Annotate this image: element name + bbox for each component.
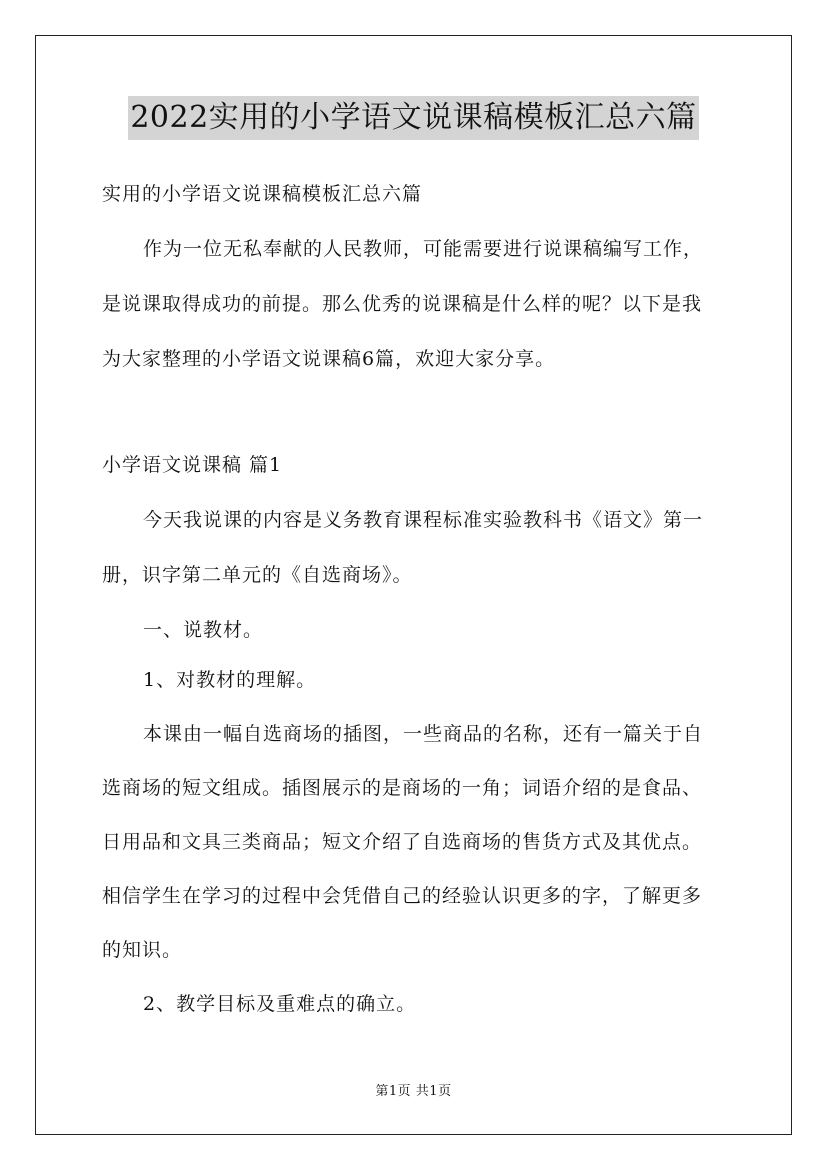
paragraph-line: 今天我说课的内容是义务教育课程标准实验教科书《语文》第一	[143, 509, 704, 531]
subtitle-line: 实用的小学语文说课稿模板汇总六篇	[102, 183, 423, 205]
paragraph-line: 相信学生在学习的过程中会凭借自己的经验认识更多的字，了解更多	[102, 885, 703, 907]
section-heading: 小学语文说课稿 篇1	[102, 454, 283, 476]
paragraph-line: 为大家整理的小学语文说课稿6篇，欢迎大家分享。	[102, 348, 556, 370]
paragraph-line: 的知识。	[102, 939, 183, 961]
title-container	[0, 96, 827, 140]
page-footer: 第1页 共1页	[375, 1084, 452, 1099]
document-title: 2022实用的小学语文说课稿模板汇总六篇	[128, 96, 698, 140]
paragraph-line: 选商场的短文组成。插图展示的是商场的一角；词语介绍的是食品、	[102, 777, 703, 799]
paragraph-line: 日用品和文具三类商品；短文介绍了自选商场的售货方式及其优点。	[102, 831, 703, 853]
paragraph-line: 2、教学目标及重难点的确立。	[143, 993, 417, 1015]
paragraph-line: 册，识字第二单元的《自选商场》。	[102, 564, 413, 586]
paragraph-line: 本课由一幅自选商场的插图，一些商品的名称，还有一篇关于自	[143, 723, 704, 745]
paragraph-line: 一、说教材。	[143, 619, 264, 641]
paragraph-line: 1、对教材的理解。	[143, 669, 317, 691]
paragraph-line: 是说课取得成功的前提。那么优秀的说课稿是什么样的呢？以下是我	[102, 293, 703, 315]
paragraph-line: 作为一位无私奉献的人民教师，可能需要进行说课稿编写工作，	[143, 238, 704, 260]
